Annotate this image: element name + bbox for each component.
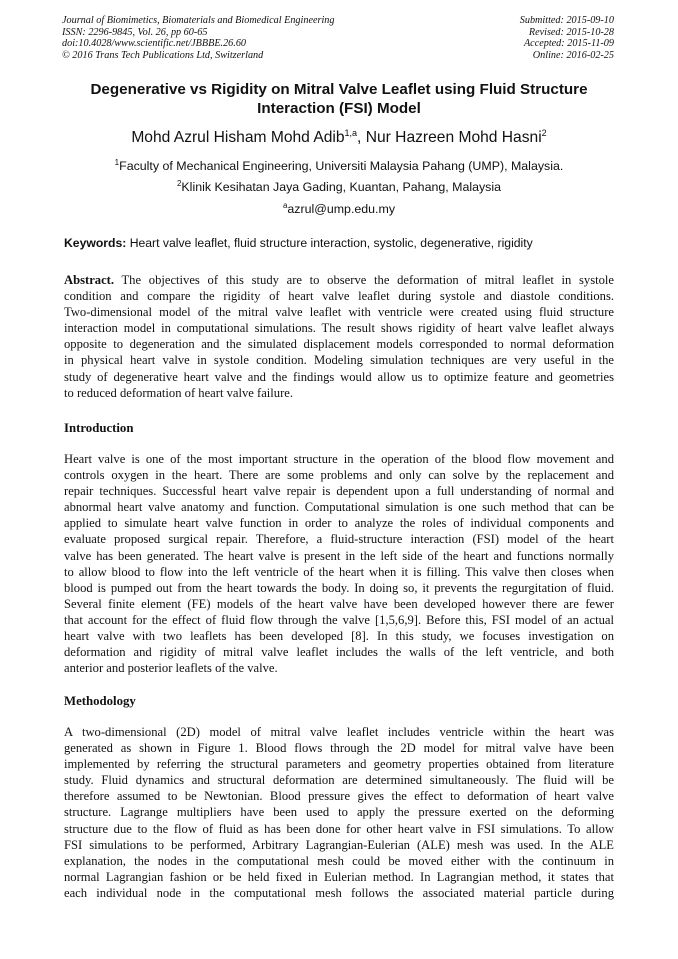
dates-header — [520, 15, 614, 61]
author-1-affil-mark: 1,a — [344, 128, 358, 138]
abstract-line: in physical heart valve in systole condition. Modeling simulation techniques are very useful in the — [64, 353, 614, 368]
methodology-line: study. Fluid dynamics and structural deformation are determined simultaneously. The fluid will be — [64, 773, 614, 788]
journal-header — [62, 15, 334, 61]
affiliation-1-text: Faculty of Mechanical Engineering, Universiti Malaysia Pahang (UMP), Malaysia. — [119, 159, 564, 174]
intro-line: abnormal heart valve anatomy and function. Computational simulation is one such method that can be — [64, 500, 614, 515]
abstract-line: condition and compare the rigidity of heart valve leaflet during systole and diastole conditions. — [64, 289, 614, 304]
intro-line: blood is pumped out from the heart towards the body. In doing so, it prevents the regurgitation of fluid. — [64, 580, 614, 595]
affiliation-2 — [0, 179, 678, 194]
email-mark: a — [282, 201, 288, 210]
accepted-date: Accepted: 2015-11-09 — [523, 38, 614, 50]
abstract-line: opposite to degeneration and the simulated displacement models corresponded to normal deformation — [64, 337, 614, 352]
affiliation-1-mark: 1 — [114, 158, 120, 167]
author-list — [0, 128, 678, 147]
author-2: Nur Hazreen Mohd Hasni — [365, 129, 542, 147]
abstract — [64, 272, 614, 401]
keywords-text: Heart valve leaflet, fluid structure interaction, systolic, degenerative, rigidity — [126, 236, 533, 250]
methodology-body — [64, 724, 614, 901]
paper-title — [60, 80, 618, 118]
methodology-line: explanation, the nodes in the computational mesh could be moved either with the continuum in — [64, 853, 614, 868]
abstract-line: interaction model in computational simulations. The result shows rigidity of heart valve leaflet always — [64, 321, 614, 336]
abstract-line-text: The objectives of this study are to observe the deformation of mitral leaflet in systole — [114, 273, 614, 287]
affiliation-1 — [0, 158, 678, 173]
methodology-line: implemented by referring the structural parameters and geometry properties obtained from literature — [64, 757, 614, 772]
journal-name: Journal of Biomimetics, Biomaterials and Biomedical Engineering — [62, 15, 335, 26]
intro-line: valve has been generated. The heart valve is present in the left side of the heart and functions normally — [64, 548, 614, 563]
author-separator: , — [357, 129, 366, 147]
methodology-line: therefore assumed to be Newtonian. Blood pressure gives the effect to deformation of heart valve — [64, 789, 614, 804]
intro-line: Heart valve is one of the most important structure in the operation of the blood flow movement and — [64, 452, 614, 466]
intro-line: heart valve with two leaflets has been developed [8]. In this study, we focuses investigation on — [64, 629, 614, 644]
submitted-date: Submitted: 2015-09-10 — [519, 15, 614, 26]
intro-line: that account for the effect of fluid flow through the valve [1,5,6,9]. Before this, FSI model of an actual — [64, 612, 614, 627]
affiliation-2-text: Klinik Kesihatan Jaya Gading, Kuantan, Pahang, Malaysia — [181, 180, 502, 195]
abstract-line — [64, 272, 614, 288]
revised-date: Revised: 2015-10-28 — [528, 26, 614, 38]
author-email — [0, 201, 678, 216]
online-date: Online: 2016-02-25 — [532, 49, 614, 61]
methodology-line: A two-dimensional (2D) model of mitral valve leaflet includes ventricle within the heart was — [64, 725, 614, 739]
intro-line: deformation and rigidity of mitral valve leaflet includes the walls of the left ventricle, and both — [64, 645, 614, 660]
affiliation-2-mark: 2 — [176, 179, 182, 188]
intro-line: evaluate proposed surgical repair. Therefore, a fluid-structure interaction (FSI) model of the heart — [64, 532, 614, 547]
intro-line: repair techniques. Successful heart valve repair is dependent upon a full understanding of normal and — [64, 484, 614, 499]
keywords — [64, 236, 624, 250]
intro-line: anterior and posterior leaflets of the valve. — [64, 661, 278, 676]
methodology-line: structure due to the flow of fluid as has been done for other heart valve in FSI simulations. To allow — [64, 821, 614, 836]
title-line-1: Degenerative vs Rigidity on Mitral Valve Leaflet using Fluid Structure — [90, 81, 588, 98]
methodology-line: structure. Lagrange multipliers have been used to apply the pressure exerted on the deforming — [64, 805, 614, 820]
section-heading-introduction: Introduction — [64, 421, 134, 435]
methodology-line: FSI simulations to be performed, Arbitrary Lagrangian-Eulerian (ALE) mesh was used. In the ALE — [64, 837, 614, 852]
abstract-line: Two-dimensional model of the mitral valve leaflet with ventricle were created using fluid structure — [64, 305, 614, 320]
email-address: azrul@ump.edu.my — [287, 202, 396, 217]
methodology-line: normal Lagrangian fashion or be held fixed in Eulerian method. In Lagrangian method, it states that — [64, 869, 614, 884]
methodology-line: generated as shown in Figure 1. Blood flows through the 2D model for mitral valve have been — [64, 741, 614, 756]
intro-line: applied to simulate heart valve function in order to analyze the roles of individual components and — [64, 516, 614, 531]
intro-line: controls oxygen in the heart. There are some problems and only can solve by the replacement and — [64, 468, 614, 483]
author-1: Mohd Azrul Hisham Mohd Adib — [131, 129, 345, 147]
intro-line: to allow blood to flow into the left ventricle of the heart when it is filling. This valve then closes when — [64, 564, 614, 579]
methodology-line: each individual node in the computational mesh follows the associated material particle during — [64, 885, 614, 900]
intro-line: Several finite element (FE) models of the heart valve have been developed however there are fewer — [64, 596, 614, 611]
issn-line: ISSN: 2296-9845, Vol. 26, pp 60-65 — [62, 26, 208, 38]
abstract-line: to reduced deformation of heart valve failure. — [64, 385, 294, 400]
abstract-line: study of degenerative heart valve and the findings would allow us to optimize feature and geometries — [64, 369, 614, 384]
section-heading-methodology: Methodology — [64, 694, 136, 708]
author-2-affil-mark: 2 — [541, 128, 547, 138]
copyright-line: © 2016 Trans Tech Publications Ltd, Switzerland — [62, 49, 264, 61]
title-line-2: Interaction (FSI) Model — [257, 100, 421, 117]
abstract-label: Abstract. — [64, 273, 115, 287]
keywords-label: Keywords: — [64, 236, 127, 250]
doi-line: doi:10.4028/www.scientific.net/JBBBE.26.60 — [62, 38, 247, 50]
introduction-body — [64, 451, 614, 676]
